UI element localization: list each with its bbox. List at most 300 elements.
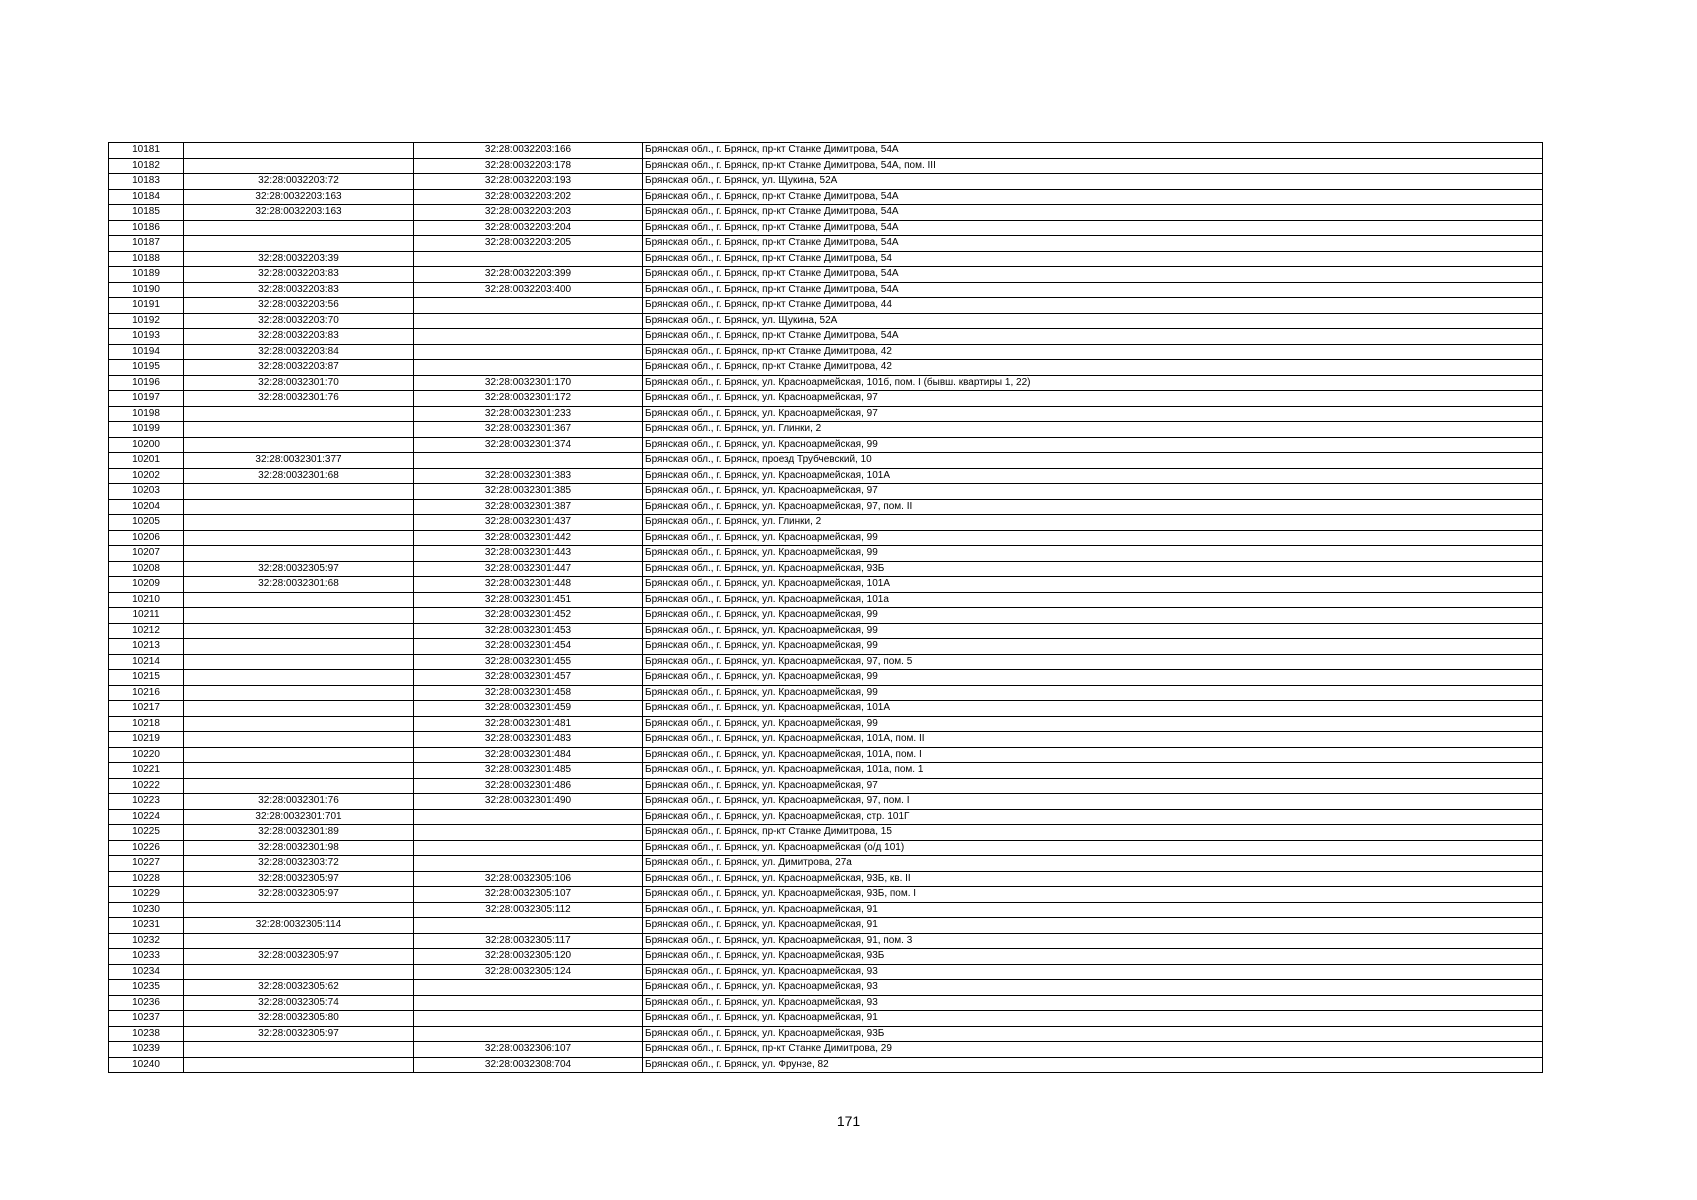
address-cell: Брянская обл., г. Брянск, ул. Красноармейская, 99 — [643, 437, 1543, 453]
table-row — [109, 577, 1543, 593]
parcel-number-cell — [184, 236, 414, 252]
table-row — [109, 453, 1543, 469]
object-number-cell — [414, 995, 643, 1011]
table-row — [109, 391, 1543, 407]
table-row — [109, 143, 1543, 159]
object-number-cell — [414, 329, 643, 345]
table-row — [109, 174, 1543, 190]
address-cell: Брянская обл., г. Брянск, ул. Красноармейская, 101А, пом. II — [643, 732, 1543, 748]
row-number-cell: 10181 — [109, 143, 184, 159]
parcel-number-cell — [184, 701, 414, 717]
row-number-cell: 10213 — [109, 639, 184, 655]
address-cell: Брянская обл., г. Брянск, ул. Красноармейская, 101А — [643, 468, 1543, 484]
table-row — [109, 205, 1543, 221]
address-cell: Брянская обл., г. Брянск, ул. Красноармейская, 97, пом. II — [643, 499, 1543, 515]
address-cell: Брянская обл., г. Брянск, ул. Красноармейская, 99 — [643, 546, 1543, 562]
row-number-cell: 10191 — [109, 298, 184, 314]
table-row — [109, 375, 1543, 391]
address-cell: Брянская обл., г. Брянск, ул. Красноармейская, 93Б — [643, 1026, 1543, 1042]
object-number-cell — [414, 825, 643, 841]
row-number-cell: 10200 — [109, 437, 184, 453]
table-row — [109, 716, 1543, 732]
parcel-number-cell — [184, 220, 414, 236]
address-cell: Брянская обл., г. Брянск, ул. Красноармейская, 97, пом. I — [643, 794, 1543, 810]
parcel-number-cell: 32:28:0032305:80 — [184, 1011, 414, 1027]
table-row — [109, 1011, 1543, 1027]
address-cell: Брянская обл., г. Брянск, ул. Красноармейская, 93Б, пом. I — [643, 887, 1543, 903]
parcel-number-cell: 32:28:0032203:83 — [184, 282, 414, 298]
object-number-cell: 32:28:0032305:117 — [414, 933, 643, 949]
parcel-number-cell: 32:28:0032305:97 — [184, 949, 414, 965]
parcel-number-cell — [184, 158, 414, 174]
table-row — [109, 251, 1543, 267]
parcel-number-cell: 32:28:0032301:76 — [184, 391, 414, 407]
row-number-cell: 10184 — [109, 189, 184, 205]
row-number-cell: 10215 — [109, 670, 184, 686]
address-cell: Брянская обл., г. Брянск, ул. Фрунзе, 82 — [643, 1057, 1543, 1073]
table-row — [109, 298, 1543, 314]
row-number-cell: 10225 — [109, 825, 184, 841]
table-row — [109, 158, 1543, 174]
address-cell: Брянская обл., г. Брянск, пр-кт Станке Димитрова, 15 — [643, 825, 1543, 841]
row-number-cell: 10229 — [109, 887, 184, 903]
row-number-cell: 10196 — [109, 375, 184, 391]
address-cell: Брянская обл., г. Брянск, ул. Красноармейская, 99 — [643, 530, 1543, 546]
parcel-number-cell — [184, 484, 414, 500]
table-row — [109, 267, 1543, 283]
row-number-cell: 10230 — [109, 902, 184, 918]
object-number-cell — [414, 453, 643, 469]
table-row — [109, 437, 1543, 453]
parcel-number-cell: 32:28:0032301:70 — [184, 375, 414, 391]
row-number-cell: 10221 — [109, 763, 184, 779]
table-row — [109, 949, 1543, 965]
object-number-cell: 32:28:0032305:112 — [414, 902, 643, 918]
table-row — [109, 422, 1543, 438]
object-number-cell: 32:28:0032301:448 — [414, 577, 643, 593]
object-number-cell: 32:28:0032301:453 — [414, 623, 643, 639]
parcel-number-cell — [184, 592, 414, 608]
parcel-number-cell — [184, 546, 414, 562]
address-cell: Брянская обл., г. Брянск, ул. Красноармейская, 91 — [643, 918, 1543, 934]
object-number-cell: 32:28:0032203:203 — [414, 205, 643, 221]
table-row — [109, 236, 1543, 252]
row-number-cell: 10185 — [109, 205, 184, 221]
parcel-number-cell: 32:28:0032305:97 — [184, 871, 414, 887]
table-row — [109, 995, 1543, 1011]
address-cell: Брянская обл., г. Брянск, пр-кт Станке Димитрова, 54А — [643, 267, 1543, 283]
object-number-cell — [414, 856, 643, 872]
parcel-number-cell: 32:28:0032203:72 — [184, 174, 414, 190]
row-number-cell: 10201 — [109, 453, 184, 469]
address-cell: Брянская обл., г. Брянск, ул. Красноармейская, 97 — [643, 406, 1543, 422]
row-number-cell: 10214 — [109, 654, 184, 670]
row-number-cell: 10233 — [109, 949, 184, 965]
address-cell: Брянская обл., г. Брянск, ул. Красноармейская, 99 — [643, 685, 1543, 701]
parcel-number-cell: 32:28:0032203:163 — [184, 205, 414, 221]
parcel-number-cell — [184, 902, 414, 918]
parcel-number-cell — [184, 732, 414, 748]
parcel-number-cell: 32:28:0032203:83 — [184, 329, 414, 345]
address-cell: Брянская обл., г. Брянск, ул. Красноармейская, 93 — [643, 964, 1543, 980]
address-cell: Брянская обл., г. Брянск, ул. Глинки, 2 — [643, 422, 1543, 438]
address-cell: Брянская обл., г. Брянск, ул. Красноармейская, 93Б, кв. II — [643, 871, 1543, 887]
table-row — [109, 1026, 1543, 1042]
object-number-cell: 32:28:0032301:484 — [414, 747, 643, 763]
parcel-number-cell: 32:28:0032305:97 — [184, 887, 414, 903]
table-row — [109, 344, 1543, 360]
table-row — [109, 499, 1543, 515]
parcel-number-cell: 32:28:0032203:84 — [184, 344, 414, 360]
row-number-cell: 10240 — [109, 1057, 184, 1073]
table-row — [109, 360, 1543, 376]
parcel-number-cell: 32:28:0032203:70 — [184, 313, 414, 329]
address-cell: Брянская обл., г. Брянск, ул. Красноармейская, 91, пом. 3 — [643, 933, 1543, 949]
parcel-number-cell: 32:28:0032301:76 — [184, 794, 414, 810]
object-number-cell — [414, 1011, 643, 1027]
object-number-cell: 32:28:0032301:452 — [414, 608, 643, 624]
object-number-cell: 32:28:0032301:454 — [414, 639, 643, 655]
object-number-cell — [414, 840, 643, 856]
address-cell: Брянская обл., г. Брянск, проезд Трубчевский, 10 — [643, 453, 1543, 469]
page-number: 171 — [836, 1113, 861, 1129]
object-number-cell: 32:28:0032301:233 — [414, 406, 643, 422]
row-number-cell: 10207 — [109, 546, 184, 562]
address-cell: Брянская обл., г. Брянск, ул. Красноармейская, 93 — [643, 980, 1543, 996]
object-number-cell: 32:28:0032301:385 — [414, 484, 643, 500]
address-cell: Брянская обл., г. Брянск, ул. Красноармейская, 99 — [643, 670, 1543, 686]
parcel-number-cell — [184, 685, 414, 701]
object-number-cell: 32:28:0032301:170 — [414, 375, 643, 391]
parcel-number-cell: 32:28:0032203:163 — [184, 189, 414, 205]
table-row — [109, 763, 1543, 779]
table-row — [109, 902, 1543, 918]
parcel-number-cell: 32:28:0032301:68 — [184, 468, 414, 484]
parcel-number-cell — [184, 716, 414, 732]
row-number-cell: 10189 — [109, 267, 184, 283]
address-cell: Брянская обл., г. Брянск, ул. Красноармейская, 101А — [643, 577, 1543, 593]
parcel-number-cell — [184, 623, 414, 639]
row-number-cell: 10205 — [109, 515, 184, 531]
object-number-cell: 32:28:0032301:459 — [414, 701, 643, 717]
table-row — [109, 189, 1543, 205]
address-cell: Брянская обл., г. Брянск, пр-кт Станке Димитрова, 54А — [643, 143, 1543, 159]
object-number-cell: 32:28:0032301:481 — [414, 716, 643, 732]
table-row — [109, 809, 1543, 825]
object-number-cell: 32:28:0032203:178 — [414, 158, 643, 174]
address-cell: Брянская обл., г. Брянск, ул. Красноармейская, 99 — [643, 623, 1543, 639]
object-number-cell: 32:28:0032301:172 — [414, 391, 643, 407]
parcel-number-cell — [184, 515, 414, 531]
table-row — [109, 856, 1543, 872]
row-number-cell: 10237 — [109, 1011, 184, 1027]
address-cell: Брянская обл., г. Брянск, ул. Глинки, 2 — [643, 515, 1543, 531]
address-cell: Брянская обл., г. Брянск, ул. Красноармейская, 93 — [643, 995, 1543, 1011]
object-number-cell — [414, 344, 643, 360]
row-number-cell: 10186 — [109, 220, 184, 236]
object-number-cell: 32:28:0032308:704 — [414, 1057, 643, 1073]
row-number-cell: 10182 — [109, 158, 184, 174]
object-number-cell: 32:28:0032305:106 — [414, 871, 643, 887]
parcel-number-cell: 32:28:0032305:114 — [184, 918, 414, 934]
parcel-number-cell — [184, 406, 414, 422]
object-number-cell: 32:28:0032301:367 — [414, 422, 643, 438]
table-row — [109, 871, 1543, 887]
parcel-number-cell: 32:28:0032203:56 — [184, 298, 414, 314]
row-number-cell: 10217 — [109, 701, 184, 717]
row-number-cell: 10236 — [109, 995, 184, 1011]
address-cell: Брянская обл., г. Брянск, ул. Красноармейская, стр. 101Г — [643, 809, 1543, 825]
parcel-number-cell — [184, 933, 414, 949]
address-cell: Брянская обл., г. Брянск, пр-кт Станке Димитрова, 54А — [643, 236, 1543, 252]
row-number-cell: 10211 — [109, 608, 184, 624]
object-number-cell: 32:28:0032203:193 — [414, 174, 643, 190]
row-number-cell: 10232 — [109, 933, 184, 949]
row-number-cell: 10223 — [109, 794, 184, 810]
row-number-cell: 10231 — [109, 918, 184, 934]
object-number-cell: 32:28:0032306:107 — [414, 1042, 643, 1058]
cadastral-table — [108, 142, 1543, 1073]
object-number-cell: 32:28:0032301:374 — [414, 437, 643, 453]
address-cell: Брянская обл., г. Брянск, ул. Красноармейская, 99 — [643, 716, 1543, 732]
table-row — [109, 670, 1543, 686]
object-number-cell: 32:28:0032301:483 — [414, 732, 643, 748]
parcel-number-cell: 32:28:0032203:87 — [184, 360, 414, 376]
row-number-cell: 10198 — [109, 406, 184, 422]
table-row — [109, 964, 1543, 980]
table-row — [109, 732, 1543, 748]
row-number-cell: 10206 — [109, 530, 184, 546]
table-row — [109, 887, 1543, 903]
object-number-cell: 32:28:0032203:400 — [414, 282, 643, 298]
address-cell: Брянская обл., г. Брянск, ул. Щукина, 52А — [643, 174, 1543, 190]
row-number-cell: 10194 — [109, 344, 184, 360]
table-row — [109, 282, 1543, 298]
address-cell: Брянская обл., г. Брянск, ул. Димитрова, 27а — [643, 856, 1543, 872]
row-number-cell: 10192 — [109, 313, 184, 329]
address-cell: Брянская обл., г. Брянск, пр-кт Станке Димитрова, 54А — [643, 189, 1543, 205]
table-row — [109, 778, 1543, 794]
table-row — [109, 329, 1543, 345]
row-number-cell: 10220 — [109, 747, 184, 763]
parcel-number-cell: 32:28:0032301:701 — [184, 809, 414, 825]
row-number-cell: 10195 — [109, 360, 184, 376]
row-number-cell: 10239 — [109, 1042, 184, 1058]
row-number-cell: 10199 — [109, 422, 184, 438]
table-row — [109, 530, 1543, 546]
address-cell: Брянская обл., г. Брянск, пр-кт Станке Димитрова, 44 — [643, 298, 1543, 314]
address-cell: Брянская обл., г. Брянск, пр-кт Станке Димитрова, 54 — [643, 251, 1543, 267]
row-number-cell: 10216 — [109, 685, 184, 701]
row-number-cell: 10209 — [109, 577, 184, 593]
object-number-cell: 32:28:0032301:387 — [414, 499, 643, 515]
address-cell: Брянская обл., г. Брянск, пр-кт Станке Димитрова, 54А — [643, 205, 1543, 221]
parcel-number-cell: 32:28:0032303:72 — [184, 856, 414, 872]
table-row — [109, 794, 1543, 810]
table-row — [109, 1057, 1543, 1073]
parcel-number-cell: 32:28:0032203:39 — [184, 251, 414, 267]
table-row — [109, 313, 1543, 329]
table-row — [109, 685, 1543, 701]
address-cell: Брянская обл., г. Брянск, пр-кт Станке Димитрова, 54А — [643, 220, 1543, 236]
parcel-number-cell: 32:28:0032305:74 — [184, 995, 414, 1011]
table-row — [109, 980, 1543, 996]
row-number-cell: 10204 — [109, 499, 184, 515]
row-number-cell: 10219 — [109, 732, 184, 748]
object-number-cell: 32:28:0032305:107 — [414, 887, 643, 903]
parcel-number-cell — [184, 670, 414, 686]
address-cell: Брянская обл., г. Брянск, ул. Красноармейская, 101А, пом. I — [643, 747, 1543, 763]
address-cell: Брянская обл., г. Брянск, ул. Красноармейская, 93Б — [643, 561, 1543, 577]
address-cell: Брянская обл., г. Брянск, пр-кт Станке Димитрова, 54А — [643, 329, 1543, 345]
address-cell: Брянская обл., г. Брянск, ул. Красноармейская, 101А — [643, 701, 1543, 717]
object-number-cell: 32:28:0032305:120 — [414, 949, 643, 965]
object-number-cell: 32:28:0032301:458 — [414, 685, 643, 701]
object-number-cell — [414, 251, 643, 267]
address-cell: Брянская обл., г. Брянск, ул. Щукина, 52А — [643, 313, 1543, 329]
row-number-cell: 10228 — [109, 871, 184, 887]
address-cell: Брянская обл., г. Брянск, пр-кт Станке Димитрова, 42 — [643, 360, 1543, 376]
row-number-cell: 10224 — [109, 809, 184, 825]
object-number-cell: 32:28:0032203:202 — [414, 189, 643, 205]
table-row — [109, 468, 1543, 484]
object-number-cell: 32:28:0032203:399 — [414, 267, 643, 283]
parcel-number-cell: 32:28:0032301:89 — [184, 825, 414, 841]
object-number-cell: 32:28:0032203:204 — [414, 220, 643, 236]
object-number-cell: 32:28:0032301:485 — [414, 763, 643, 779]
address-cell: Брянская обл., г. Брянск, пр-кт Станке Димитрова, 54А — [643, 282, 1543, 298]
parcel-number-cell: 32:28:0032301:377 — [184, 453, 414, 469]
object-number-cell: 32:28:0032301:455 — [414, 654, 643, 670]
parcel-number-cell — [184, 654, 414, 670]
table-row — [109, 1042, 1543, 1058]
address-cell: Брянская обл., г. Брянск, пр-кт Станке Димитрова, 54А, пом. III — [643, 158, 1543, 174]
address-cell: Брянская обл., г. Брянск, ул. Красноармейская, 97 — [643, 484, 1543, 500]
row-number-cell: 10197 — [109, 391, 184, 407]
row-number-cell: 10238 — [109, 1026, 184, 1042]
row-number-cell: 10210 — [109, 592, 184, 608]
object-number-cell: 32:28:0032301:442 — [414, 530, 643, 546]
object-number-cell — [414, 360, 643, 376]
row-number-cell: 10222 — [109, 778, 184, 794]
table-row — [109, 933, 1543, 949]
parcel-number-cell — [184, 1042, 414, 1058]
object-number-cell — [414, 980, 643, 996]
object-number-cell: 32:28:0032301:437 — [414, 515, 643, 531]
address-cell: Брянская обл., г. Брянск, пр-кт Станке Димитрова, 29 — [643, 1042, 1543, 1058]
parcel-number-cell: 32:28:0032301:68 — [184, 577, 414, 593]
table-row — [109, 561, 1543, 577]
object-number-cell — [414, 1026, 643, 1042]
address-cell: Брянская обл., г. Брянск, ул. Красноармейская, 99 — [643, 639, 1543, 655]
address-cell: Брянская обл., г. Брянск, ул. Красноармейская, 91 — [643, 1011, 1543, 1027]
parcel-number-cell — [184, 422, 414, 438]
address-cell: Брянская обл., г. Брянск, ул. Красноармейская, 97, пом. 5 — [643, 654, 1543, 670]
parcel-number-cell — [184, 499, 414, 515]
table-row — [109, 546, 1543, 562]
address-cell: Брянская обл., г. Брянск, ул. Красноармейская, 97 — [643, 778, 1543, 794]
table-row — [109, 840, 1543, 856]
table-row — [109, 701, 1543, 717]
object-number-cell: 32:28:0032203:205 — [414, 236, 643, 252]
address-cell: Брянская обл., г. Брянск, ул. Красноармейская, 91 — [643, 902, 1543, 918]
object-number-cell — [414, 809, 643, 825]
object-number-cell: 32:28:0032301:486 — [414, 778, 643, 794]
address-cell: Брянская обл., г. Брянск, ул. Красноармейская, 99 — [643, 608, 1543, 624]
parcel-number-cell: 32:28:0032203:83 — [184, 267, 414, 283]
address-cell: Брянская обл., г. Брянск, пр-кт Станке Димитрова, 42 — [643, 344, 1543, 360]
table-row — [109, 825, 1543, 841]
parcel-number-cell — [184, 437, 414, 453]
parcel-number-cell — [184, 747, 414, 763]
object-number-cell: 32:28:0032305:124 — [414, 964, 643, 980]
row-number-cell: 10234 — [109, 964, 184, 980]
parcel-number-cell — [184, 530, 414, 546]
object-number-cell — [414, 313, 643, 329]
address-cell: Брянская обл., г. Брянск, ул. Красноармейская, 101а, пом. 1 — [643, 763, 1543, 779]
object-number-cell: 32:28:0032301:490 — [414, 794, 643, 810]
parcel-number-cell — [184, 964, 414, 980]
object-number-cell: 32:28:0032301:383 — [414, 468, 643, 484]
parcel-number-cell — [184, 608, 414, 624]
table-row — [109, 623, 1543, 639]
table-row — [109, 515, 1543, 531]
address-cell: Брянская обл., г. Брянск, ул. Красноармейская, 93Б — [643, 949, 1543, 965]
object-number-cell: 32:28:0032301:447 — [414, 561, 643, 577]
object-number-cell — [414, 298, 643, 314]
object-number-cell: 32:28:0032203:166 — [414, 143, 643, 159]
row-number-cell: 10212 — [109, 623, 184, 639]
object-number-cell — [414, 918, 643, 934]
table-row — [109, 220, 1543, 236]
table-row — [109, 592, 1543, 608]
table-row — [109, 608, 1543, 624]
object-number-cell: 32:28:0032301:451 — [414, 592, 643, 608]
object-number-cell: 32:28:0032301:457 — [414, 670, 643, 686]
table-row — [109, 918, 1543, 934]
row-number-cell: 10226 — [109, 840, 184, 856]
address-cell: Брянская обл., г. Брянск, ул. Красноармейская, 101б, пом. I (бывш. квартиры 1, 22) — [643, 375, 1543, 391]
row-number-cell: 10193 — [109, 329, 184, 345]
parcel-number-cell — [184, 778, 414, 794]
parcel-number-cell — [184, 639, 414, 655]
parcel-number-cell: 32:28:0032305:62 — [184, 980, 414, 996]
table-row — [109, 484, 1543, 500]
parcel-number-cell — [184, 143, 414, 159]
row-number-cell: 10235 — [109, 980, 184, 996]
address-cell: Брянская обл., г. Брянск, ул. Красноармейская, 97 — [643, 391, 1543, 407]
table-row — [109, 654, 1543, 670]
row-number-cell: 10202 — [109, 468, 184, 484]
row-number-cell: 10183 — [109, 174, 184, 190]
row-number-cell: 10187 — [109, 236, 184, 252]
table-row — [109, 406, 1543, 422]
object-number-cell: 32:28:0032301:443 — [414, 546, 643, 562]
parcel-number-cell: 32:28:0032305:97 — [184, 561, 414, 577]
row-number-cell: 10218 — [109, 716, 184, 732]
parcel-number-cell — [184, 1057, 414, 1073]
row-number-cell: 10227 — [109, 856, 184, 872]
row-number-cell: 10208 — [109, 561, 184, 577]
parcel-number-cell: 32:28:0032301:98 — [184, 840, 414, 856]
table-row — [109, 747, 1543, 763]
row-number-cell: 10203 — [109, 484, 184, 500]
table-row — [109, 639, 1543, 655]
address-cell: Брянская обл., г. Брянск, ул. Красноармейская (о/д 101) — [643, 840, 1543, 856]
table-body — [109, 143, 1543, 1073]
row-number-cell: 10188 — [109, 251, 184, 267]
row-number-cell: 10190 — [109, 282, 184, 298]
